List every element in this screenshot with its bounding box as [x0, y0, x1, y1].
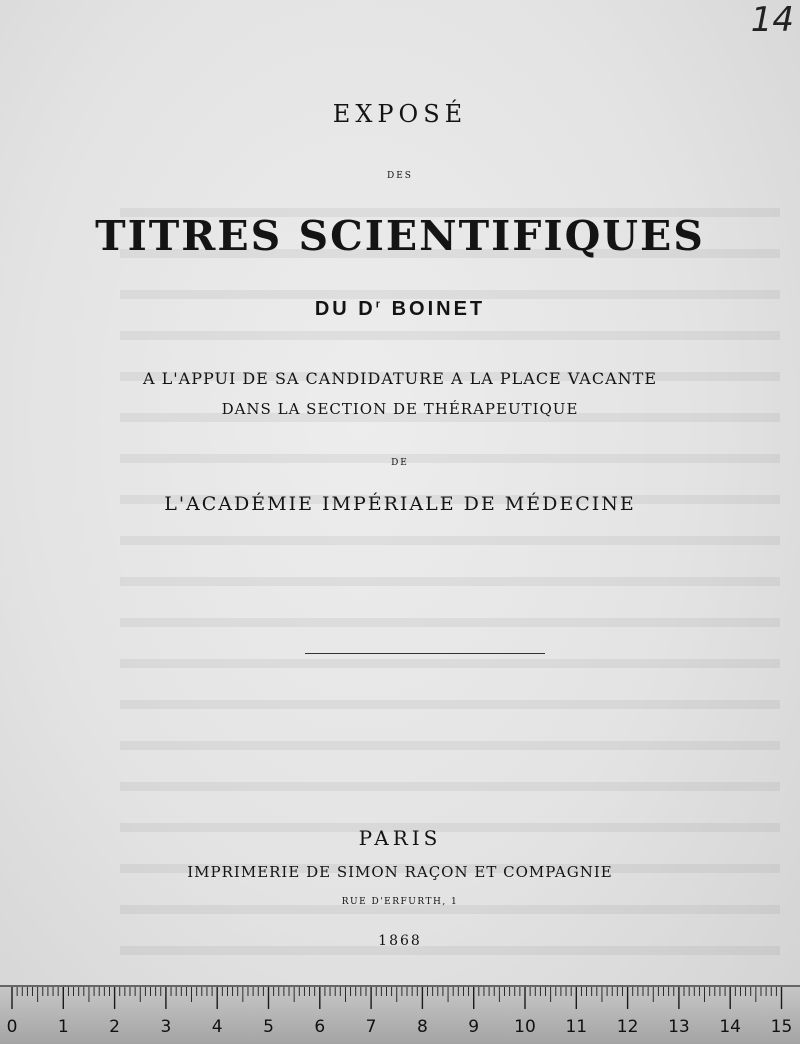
candidature-line-1: A L'APPUI DE SA CANDIDATURE A LA PLACE VACANTE: [142, 369, 657, 388]
ruler-label: 9: [468, 1017, 480, 1037]
title-main: TITRES SCIENTIFIQUES: [95, 212, 705, 260]
handwritten-page-number: 14: [750, 0, 794, 40]
author-prefix: DU D: [314, 298, 376, 320]
ruler-label: 14: [719, 1017, 742, 1037]
title-des: DES: [387, 171, 413, 181]
divider-rule: [305, 653, 545, 654]
ruler-label: 3: [160, 1017, 172, 1037]
ruler-label: 15: [770, 1017, 793, 1037]
author-name: BOINET: [391, 298, 486, 320]
ruler-label: 7: [365, 1017, 377, 1037]
author-prefix-sup: r: [375, 298, 384, 311]
academy-name: L'ACADÉMIE IMPÉRIALE DE MÉDECINE: [164, 493, 636, 515]
ruler-label: 6: [314, 1017, 326, 1037]
ruler-label: 8: [416, 1017, 428, 1037]
imprint-address: RUE D'ERFURTH, 1: [341, 897, 459, 907]
author-line: [0, 298, 800, 321]
title-expose: EXPOSÉ: [332, 100, 468, 128]
candidature-de: DE: [391, 458, 409, 468]
ruler-label: 12: [616, 1017, 639, 1037]
ruler-label: 4: [211, 1017, 223, 1037]
candidature-line-2: DANS LA SECTION DE THÉRAPEUTIQUE: [221, 400, 579, 418]
ruler-label: 5: [263, 1017, 274, 1037]
ruler-label: 1: [57, 1017, 69, 1037]
imprint-printer: IMPRIMERIE DE SIMON RAÇON ET COMPAGNIE: [187, 863, 613, 881]
ruler-label: 10: [514, 1017, 536, 1037]
ruler-label: 2: [109, 1017, 121, 1037]
ruler-label: 0: [6, 1017, 18, 1037]
measuring-ruler: [0, 985, 800, 1044]
imprint-city: PARIS: [358, 826, 442, 850]
ruler-label: 11: [565, 1017, 588, 1037]
imprint-year: 1868: [378, 933, 422, 949]
ruler-label: 13: [668, 1017, 690, 1037]
